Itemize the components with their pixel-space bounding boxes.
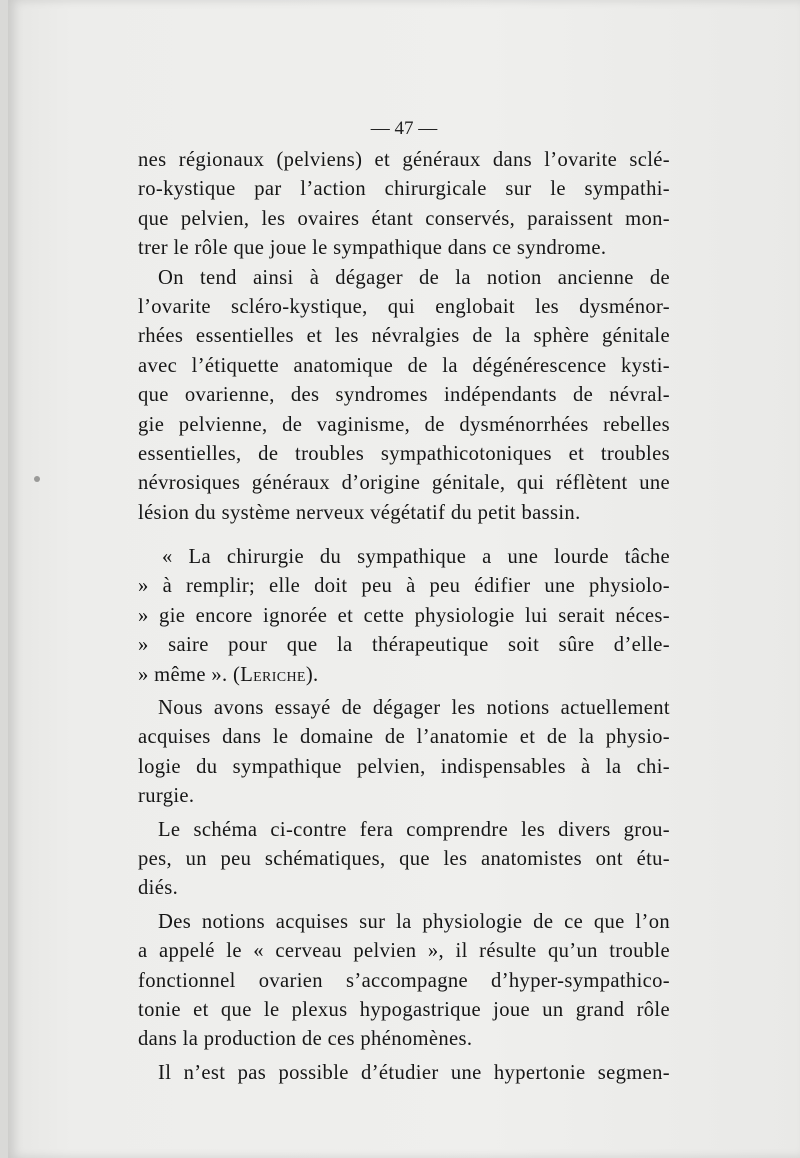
- text-line: avec l’étiquette anatomique de la dégénérescence kysti-: [138, 354, 670, 377]
- text-line: Le schéma ci-contre fera comprendre les divers grou-: [158, 818, 670, 841]
- text-line: rhées essentielles et les névralgies de la sphère génitale: [138, 325, 670, 348]
- text-line: que pelvien, les ovaires étant conservés, paraissent mon-: [138, 207, 670, 230]
- text-line: lésion du système nerveux végétatif du petit bassin.: [138, 501, 581, 524]
- quote-line: » saire pour que la thérapeutique soit sûre d’elle-: [138, 634, 670, 657]
- paper-speck: [34, 476, 40, 482]
- citation-close: ).: [305, 663, 319, 686]
- text-line: Il n’est pas possible d’étudier une hypertonie segmen-: [158, 1061, 670, 1084]
- text-line: logie du sympathique pelvien, indispensables à la chi-: [138, 755, 670, 778]
- text-line: dans la production de ces phénomènes.: [138, 1028, 473, 1051]
- text-line: nes régionaux (pelviens) et généraux dans l’ovarite sclé-: [138, 149, 670, 171]
- text-line: que ovarienne, des syndromes indépendants de névral-: [138, 384, 670, 407]
- paragraph-gap: [138, 528, 670, 543]
- quote-line: « La chirurgie du sympathique a une lourde tâche: [162, 546, 670, 569]
- quote-line-citation: [138, 661, 670, 690]
- quote-line: » à remplir; elle doit peu à peu édifier une physiolo-: [138, 575, 670, 598]
- text-line: On tend ainsi à dégager de la notion ancienne de: [158, 266, 670, 289]
- quote-line: » gie encore ignorée et cette physiologie lui serait néces-: [138, 604, 670, 627]
- text-line: essentielles, de troubles sympathicotoniques et troubles: [138, 442, 670, 465]
- text-line: acquises dans le domaine de l’anatomie et de la physio-: [138, 726, 670, 749]
- text-line: pes, un peu schématiques, que les anatomistes ont étu-: [138, 847, 670, 870]
- text-line: fonctionnel ovarien s’accompagne d’hyper-sympathico-: [138, 969, 670, 992]
- page-number: — 47 —: [370, 118, 438, 139]
- text-line: a appelé le « cerveau pelvien », il résulte qu’un trouble: [138, 940, 670, 963]
- text-line: névrosiques généraux d’origine génitale, qui réflètent une: [138, 472, 670, 495]
- text-line: gie pelvienne, de vaginisme, de dysménorrhées rebelles: [138, 413, 670, 436]
- citation-author: Leriche: [240, 663, 306, 686]
- text-line: rurgie.: [138, 785, 195, 808]
- text-line: Nous avons essayé de dégager les notions actuellement: [158, 697, 670, 720]
- page: [8, 0, 800, 1158]
- text-line: trer le rôle que joue le sympathique dans ce syndrome.: [138, 237, 607, 260]
- text-line: tonie et que le plexus hypogastrique joue un grand rôle: [138, 998, 670, 1021]
- text-line: l’ovarite scléro-kystique, qui englobait les dysménor-: [138, 295, 670, 318]
- body-text: [138, 146, 670, 1088]
- quote-end: » même ». (: [138, 663, 241, 686]
- text-line: diés.: [138, 877, 179, 900]
- text-line: ro-kystique par l’action chirurgicale sur le sympathi-: [138, 178, 670, 201]
- text-line: Des notions acquises sur la physiologie de ce que l’on: [158, 910, 670, 933]
